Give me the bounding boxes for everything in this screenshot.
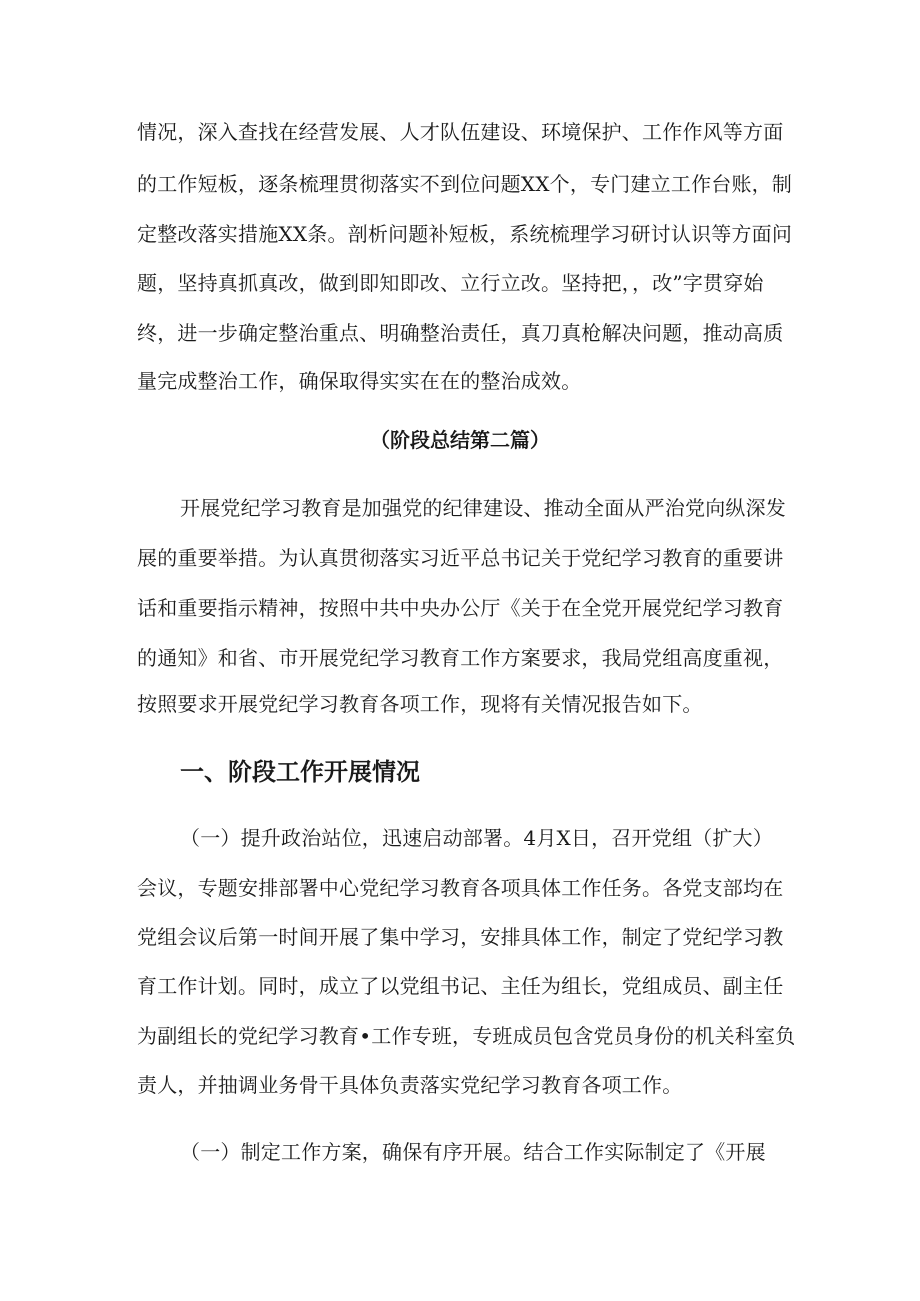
paragraph-3-line: 育工作计划。同时，成立了以党组书记、主任为组长，党组成员、副主任 <box>137 974 784 998</box>
paragraph-1-line: 定整改落实措施XX条。剖析问题补短板，系统梳理学习研讨认识等方面问 <box>137 222 793 246</box>
paragraph-3-line: 责人，并抽调业务骨干具体负责落实党纪学习教育各项工作。 <box>137 1073 683 1097</box>
paragraph-3-line: 为副组长的党纪学习教育•工作专班，专班成员包含党员身份的机关科室负 <box>137 1024 796 1048</box>
paragraph-3-line: 会议，专题安排部署中心党纪学习教育各项具体工作任务。各党支部均在 <box>137 876 784 900</box>
paragraph-2-line: 按照要求开展党纪学习教育各项工作，现将有关情况报告如下。 <box>137 692 703 716</box>
paragraph-2-line: 展的重要举措。为认真贯彻落实习近平总书记关于党纪学习教育的重要讲 <box>137 546 784 570</box>
section-title: （阶段总结第二篇） <box>370 428 550 452</box>
paragraph-1-line: 的工作短板，逐条梳理贯彻落实不到位问题XX个，专门建立工作台账，制 <box>137 172 793 196</box>
paragraph-2-line: 话和重要指示精神，按照中共中央办公厅《关于在全党开展党纪学习教育 <box>137 596 784 620</box>
paragraph-2-line: 的通知》和省、市开展党纪学习教育工作方案要求，我局党组高度重视， <box>137 646 784 670</box>
paragraph-1-line: 终，进一步确定整治重点、明确整治责任，真刀真枪解决问题，推动高质 <box>137 321 784 345</box>
section-heading: 一、阶段工作开展情况 <box>180 758 420 786</box>
paragraph-4-line: （一）制定工作方案，确保有序开展。结合工作实际制定了《开展 <box>180 1140 766 1164</box>
paragraph-3-line: 党组会议后第一时间开展了集中学习，安排具体工作，制定了党纪学习教 <box>137 925 784 949</box>
paragraph-2-line: 开展党纪学习教育是加强党的纪律建设、推动全面从严治党向纵深发 <box>180 496 786 520</box>
paragraph-1-line: 量完成整治工作，确保取得实实在在的整治成效。 <box>137 369 582 393</box>
paragraph-1-line: 情况，深入查找在经营发展、人才队伍建设、环境保护、工作作风等方面 <box>137 120 784 144</box>
paragraph-3-line: （一）提升政治站位，迅速启动部署。4月X日，召开党组（扩大） <box>180 826 773 850</box>
paragraph-1-line: 题，坚持真抓真改，做到即知即改、立行立改。坚持把，，改”字贯穿始 <box>137 271 764 295</box>
